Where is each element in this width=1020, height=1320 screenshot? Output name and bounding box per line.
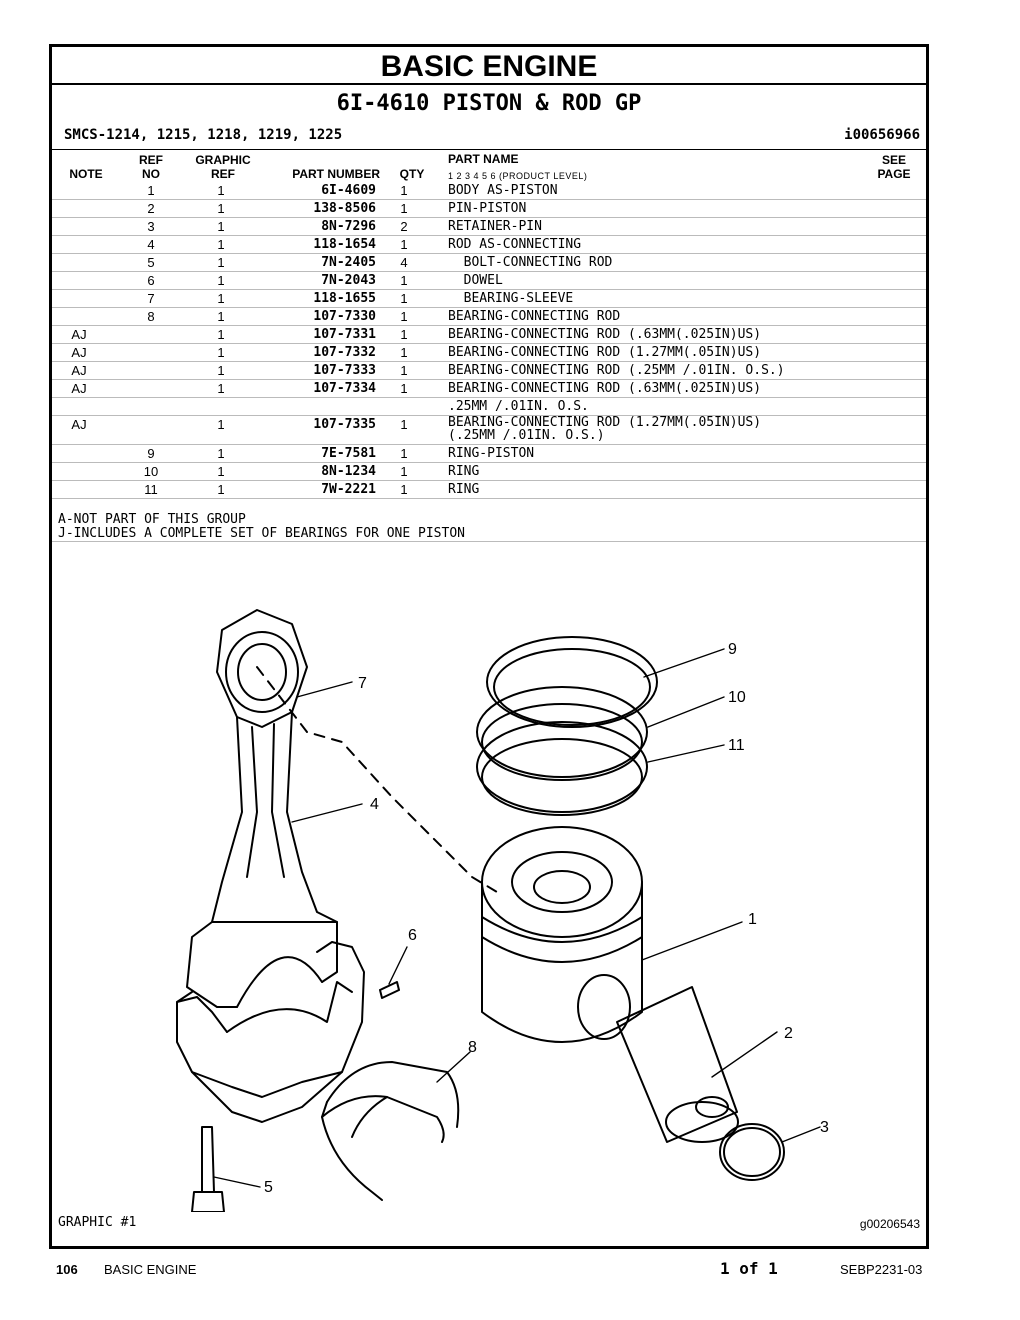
row-ref-no: 6 — [106, 272, 196, 290]
row-qty: 1 — [376, 326, 432, 344]
callout-7: 7 — [358, 675, 367, 692]
row-graphic-ref: 1 — [196, 380, 246, 398]
row-graphic-ref: 1 — [196, 200, 246, 218]
row-ref-no: 1 — [106, 182, 196, 200]
table-row — [52, 236, 926, 254]
row-part-name: RING — [432, 463, 926, 481]
row-ref-no: 4 — [106, 236, 196, 254]
group-title: 6I-4610 PISTON & ROD GP — [336, 91, 642, 116]
row-note — [52, 445, 106, 463]
row-part-number: 107-7330 — [246, 308, 376, 326]
row-part-name: BEARING-CONNECTING ROD — [432, 308, 926, 326]
row-ref-no: 5 — [106, 254, 196, 272]
col-see-page: SEE PAGE — [877, 153, 911, 181]
row-qty: 1 — [376, 236, 432, 254]
section-title: BASIC ENGINE — [52, 47, 926, 85]
row-part-name: BEARING-CONNECTING ROD (1.27MM(.05IN)US) — [432, 344, 926, 362]
row-part-name: RING — [432, 481, 926, 499]
row-ref-no — [106, 326, 196, 344]
row-graphic-ref: 1 — [196, 326, 246, 344]
callout-10: 10 — [728, 689, 746, 706]
row-graphic-ref: 1 — [196, 182, 246, 200]
row-part-number — [246, 398, 376, 416]
bearing-illustration — [322, 1062, 458, 1200]
piston-rings-illustration — [477, 637, 657, 815]
row-note — [52, 398, 106, 416]
table-row — [52, 218, 926, 236]
row-graphic-ref: 1 — [196, 481, 246, 499]
table-row — [52, 200, 926, 218]
page-frame — [49, 44, 929, 1249]
row-graphic-ref: 1 — [196, 308, 246, 326]
row-part-name: DOWEL — [432, 272, 926, 290]
row-part-name: BOLT-CONNECTING ROD — [432, 254, 926, 272]
row-qty: 1 — [376, 272, 432, 290]
row-note — [52, 290, 106, 308]
callout-11: 11 — [728, 737, 745, 754]
smcs-codes: SMCS-1214, 1215, 1218, 1219, 1225 — [64, 127, 343, 143]
row-part-name: .25MM /.01IN. O.S. — [432, 398, 926, 416]
table-row — [52, 362, 926, 380]
rod-cap-illustration — [177, 942, 364, 1122]
piston-pin-illustration — [617, 987, 738, 1142]
row-qty: 1 — [376, 481, 432, 499]
row-qty: 1 — [376, 362, 432, 380]
row-note — [52, 272, 106, 290]
row-note: AJ — [52, 326, 106, 344]
col-part-name: PART NAME — [448, 152, 519, 166]
row-qty: 1 — [376, 308, 432, 326]
notes-block — [58, 513, 465, 541]
row-graphic-ref: 1 — [196, 463, 246, 481]
row-part-name: PIN-PISTON — [432, 200, 926, 218]
note-j: J-INCLUDES A COMPLETE SET OF BEARINGS FOR ONE PISTON — [58, 526, 465, 541]
row-part-name: RETAINER-PIN — [432, 218, 926, 236]
row-part-name: RING-PISTON — [432, 445, 926, 463]
row-note: AJ — [52, 362, 106, 380]
row-graphic-ref: 1 — [196, 272, 246, 290]
row-ref-no: 11 — [106, 481, 196, 499]
row-qty: 1 — [376, 344, 432, 362]
row-note — [52, 463, 106, 481]
row-graphic-ref: 1 — [196, 236, 246, 254]
table-row — [52, 463, 926, 481]
row-part-number: 7N-2043 — [246, 272, 376, 290]
exploded-illustration — [52, 552, 926, 1212]
table-row — [52, 290, 926, 308]
row-ref-no — [106, 362, 196, 380]
row-part-number: 138-8506 — [246, 200, 376, 218]
row-note — [52, 218, 106, 236]
callout-2: 2 — [784, 1025, 793, 1042]
row-ref-no: 9 — [106, 445, 196, 463]
row-part-number: 118-1654 — [246, 236, 376, 254]
assembly-line — [257, 667, 497, 892]
row-qty: 1 — [376, 463, 432, 481]
row-ref-no — [106, 344, 196, 362]
table-row — [52, 416, 926, 445]
row-part-name: BODY AS-PISTON — [432, 182, 926, 200]
row-qty — [376, 398, 432, 416]
row-qty: 1 — [376, 445, 432, 463]
row-graphic-ref: 1 — [196, 416, 246, 445]
callout-6: 6 — [408, 927, 417, 944]
row-graphic-ref: 1 — [196, 362, 246, 380]
table-row — [52, 182, 926, 200]
row-note: AJ — [52, 344, 106, 362]
row-part-name: BEARING-CONNECTING ROD (.63MM(.025IN)US) — [432, 380, 926, 398]
row-part-number: 7E-7581 — [246, 445, 376, 463]
note-a: A-NOT PART OF THIS GROUP — [58, 512, 246, 527]
product-levels: 1 2 3 4 5 6 (PRODUCT LEVEL) — [448, 171, 588, 181]
page-of: 1 of 1 — [720, 1259, 778, 1278]
callout-8: 8 — [468, 1039, 477, 1056]
row-note — [52, 200, 106, 218]
table-row — [52, 380, 926, 398]
row-graphic-ref: 1 — [196, 445, 246, 463]
row-ref-no — [106, 380, 196, 398]
row-part-name: BEARING-CONNECTING ROD (.63MM(.025IN)US) — [432, 326, 926, 344]
row-qty: 1 — [376, 200, 432, 218]
callout-4: 4 — [370, 796, 379, 813]
notes-divider — [52, 541, 926, 542]
row-part-name: BEARING-SLEEVE — [432, 290, 926, 308]
row-part-number: 7W-2221 — [246, 481, 376, 499]
row-note — [52, 308, 106, 326]
row-ref-no — [106, 398, 196, 416]
table-row — [52, 308, 926, 326]
footer-section: BASIC ENGINE — [104, 1262, 197, 1277]
row-ref-no: 2 — [106, 200, 196, 218]
row-part-number: 107-7334 — [246, 380, 376, 398]
row-qty: 1 — [376, 380, 432, 398]
row-note: AJ — [52, 380, 106, 398]
callout-5: 5 — [264, 1179, 273, 1196]
row-graphic-ref — [196, 398, 246, 416]
publication-number: SEBP2231-03 — [840, 1262, 923, 1277]
table-row — [52, 398, 926, 416]
row-ref-no: 7 — [106, 290, 196, 308]
row-ref-no: 10 — [106, 463, 196, 481]
connecting-rod-illustration — [187, 610, 337, 1007]
retainer-illustration — [720, 1124, 784, 1180]
row-note: AJ — [52, 416, 106, 445]
header-divider — [52, 149, 926, 150]
col-note: NOTE — [69, 167, 103, 181]
row-part-name: ROD AS-CONNECTING — [432, 236, 926, 254]
row-part-name: BEARING-CONNECTING ROD (.25MM /.01IN. O.S.) — [432, 362, 926, 380]
row-part-number: 6I-4609 — [246, 182, 376, 200]
row-graphic-ref: 1 — [196, 290, 246, 308]
table-row — [52, 344, 926, 362]
table-row — [52, 445, 926, 463]
table-row — [52, 326, 926, 344]
col-part-number: PART NUMBER — [292, 167, 380, 181]
table-row — [52, 481, 926, 499]
callout-9: 9 — [728, 641, 737, 658]
row-part-number: 7N-2405 — [246, 254, 376, 272]
row-part-number: 8N-7296 — [246, 218, 376, 236]
col-graphic-ref: GRAPHIC REF — [195, 153, 251, 181]
row-qty: 2 — [376, 218, 432, 236]
document-id: i00656966 — [844, 127, 920, 143]
row-graphic-ref: 1 — [196, 218, 246, 236]
row-qty: 1 — [376, 182, 432, 200]
row-qty: 4 — [376, 254, 432, 272]
table-row — [52, 254, 926, 272]
row-part-number: 107-7331 — [246, 326, 376, 344]
row-note — [52, 182, 106, 200]
piston-illustration — [482, 827, 642, 1042]
row-part-number: 107-7332 — [246, 344, 376, 362]
graphic-id: g00206543 — [859, 1217, 920, 1231]
row-note — [52, 236, 106, 254]
col-ref-no: REF NO — [139, 153, 163, 181]
callout-1: 1 — [748, 911, 757, 928]
row-ref-no: 3 — [106, 218, 196, 236]
row-note — [52, 481, 106, 499]
row-note — [52, 254, 106, 272]
parts-table — [52, 182, 926, 499]
bolt-illustration — [192, 1127, 224, 1212]
row-ref-no: 8 — [106, 308, 196, 326]
callout-3: 3 — [820, 1119, 829, 1136]
row-ref-no — [106, 416, 196, 445]
table-row — [52, 272, 926, 290]
row-graphic-ref: 1 — [196, 344, 246, 362]
row-part-number: 107-7333 — [246, 362, 376, 380]
row-part-name: BEARING-CONNECTING ROD (1.27MM(.05IN)US) (.25MM /.01IN. O.S.) — [432, 416, 926, 445]
graphic-label: GRAPHIC #1 — [58, 1215, 137, 1230]
page-number: 106 — [56, 1262, 78, 1277]
row-part-number: 118-1655 — [246, 290, 376, 308]
row-qty: 1 — [376, 290, 432, 308]
col-qty: QTY — [399, 167, 425, 181]
row-part-number: 8N-1234 — [246, 463, 376, 481]
row-qty: 1 — [376, 416, 432, 445]
row-graphic-ref: 1 — [196, 254, 246, 272]
row-part-number: 107-7335 — [246, 416, 376, 445]
